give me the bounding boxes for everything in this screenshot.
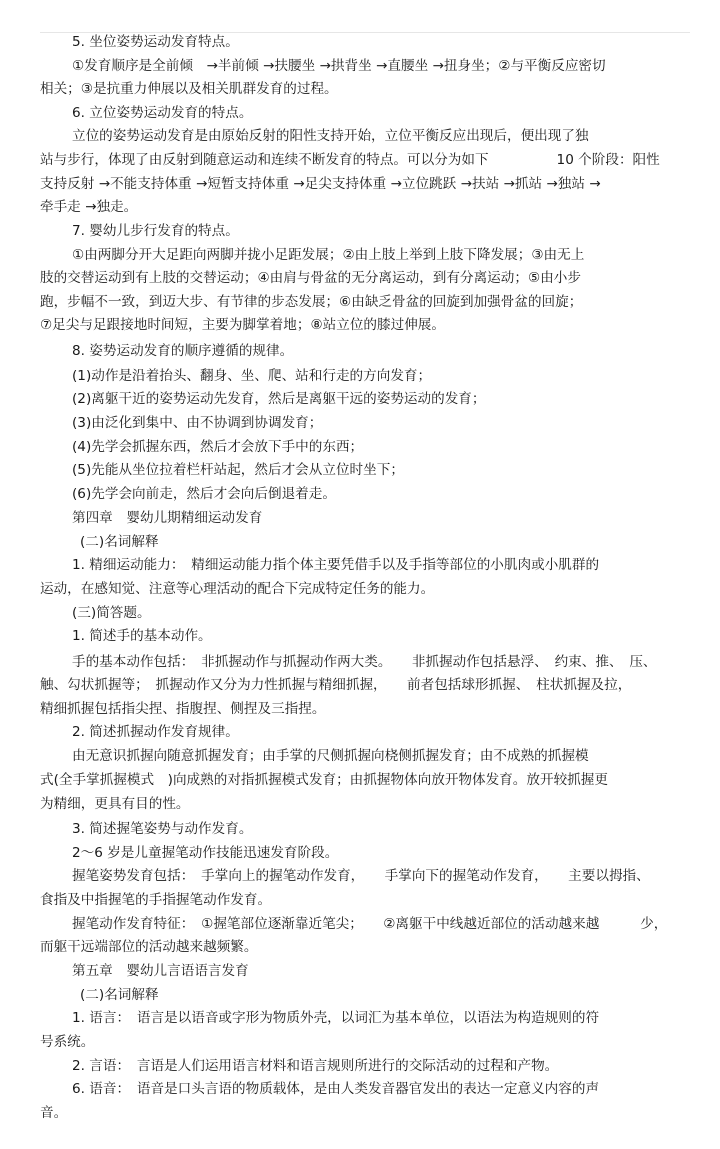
subsection-heading: (二)名词解释 [80,534,159,550]
text-line: 为精细，更具有目的性。 [40,796,190,812]
text-line: 握笔姿势发育包括： 手掌向上的握笔动作发育， 手掌向下的握笔动作发育， 主要以拇指、 [72,868,650,884]
text-line: 食指及中指握笔的手指握笔动作发育。 [40,892,272,908]
text-line: 相关；③是抗重力伸展以及相关肌群发育的过程。 [40,81,338,97]
text-line: 音。 [40,1105,68,1121]
text-line: ①由两脚分开大足距向两脚并拢小足距发展；②由上肢上举到上肢下降发展；③由无上 [72,247,585,263]
text-line: 站与步行，体现了由反射到随意运动和连续不断发育的特点。可以分为如下 10 个阶段：阳性 [40,152,660,168]
text-line: 6. 语音： 语音是口头言语的物质载体，是由人类发音器官发出的表达一定意义内容的声 [72,1081,600,1097]
text-line: 握笔动作发育特征： ①握笔部位逐渐靠近笔尖； ②离躯干中线越近部位的活动越来越 少， [72,916,668,932]
text-line: 手的基本动作包括： 非抓握动作与抓握动作两大类。 非抓握动作包括悬浮、 约束、推、 压、 [72,654,657,670]
text-line: (1)动作是沿着抬头、翻身、坐、爬、站和行走的方向发育； [72,368,432,384]
text-line: 支持反射 →不能支持体重 →短暂支持体重 →足尖支持体重 →立位跳跃 →扶站 →抓站 →独站 → [40,176,601,192]
text-line: 精细抓握包括指尖捏、指腹捏、侧捏及三指捏。 [40,701,326,717]
text-line: 2. 言语： 言语是人们运用语言材料和语言规则所进行的交际活动的过程和产物。 [72,1058,559,1074]
text-line: 2～6 岁是儿童握笔动作技能迅速发育阶段。 [72,845,339,861]
text-line: 1. 精细运动能力： 精细运动能力指个体主要凭借手以及手指等部位的小肌肉或小肌群的 [72,557,600,573]
text-line: 号系统。 [40,1034,95,1050]
text-line: ①发育顺序是全前倾 →半前倾 →扶腰坐 →拱背坐 →直腰坐 →扭身坐；②与平衡反应密切 [72,58,606,74]
section-heading: 第五章 婴幼儿言语语言发育 [72,963,249,979]
text-line: (5)先能从坐位拉着栏杆站起，然后才会从立位时坐下； [72,462,404,478]
section-heading: 第四章 婴幼儿期精细运动发育 [72,510,263,526]
subsection-heading: (三)简答题。 [72,605,151,621]
text-line: ⑦足尖与足跟接地时间短，主要为脚掌着地；⑧站立位的膝过伸展。 [40,317,445,333]
text-line: 1. 语言： 语言是以语音或字形为物质外壳，以词汇为基本单位，以语法为构造规则的符 [72,1010,600,1026]
text-line: 而躯干远端部位的活动越来越频繁。 [40,939,258,955]
text-line: (6)先学会向前走，然后才会向后倒退着走。 [72,486,336,502]
text-line: (4)先学会抓握东西，然后才会放下手中的东西； [72,439,364,455]
text-line: 由无意识抓握向随意抓握发育；由手掌的尺侧抓握向桡侧抓握发育；由不成熟的抓握模 [72,748,589,764]
text-line: 7. 婴幼儿步行发育的特点。 [72,223,239,239]
text-line: 肢的交替运动到有上肢的交替运动；④由肩与骨盆的无分离运动，到有分离运动；⑤由小步 [40,270,581,286]
text-line: (3)由泛化到集中、由不协调到协调发育； [72,415,323,431]
text-line: 3. 简述握笔姿势与动作发育。 [72,821,253,837]
subsection-heading: (二)名词解释 [80,987,159,1003]
text-line: 运动，在感知觉、注意等心理活动的配合下完成特定任务的能力。 [40,581,435,597]
text-line: 式(全手掌抓握模式 )向成熟的对指抓握模式发育；由抓握物体向放开物体发育。放开较抓握更 [40,772,608,788]
text-line: (2)离躯干近的姿势运动先发育，然后是离躯干远的姿势运动的发育； [72,391,486,407]
text-line: 8. 姿势运动发育的顺序遵循的规律。 [72,343,294,359]
text-line: 跑，步幅不一致，到迈大步、有节律的步态发展；⑥由缺乏骨盆的回旋到加强骨盆的回旋； [40,294,583,310]
text-line: 牵手走 →独走。 [40,199,138,215]
text-line: 2. 简述抓握动作发育规律。 [72,724,239,740]
text-line: 6. 立位姿势运动发育的特点。 [72,105,253,121]
text-line: 立位的姿势运动发育是由原始反射的阳性支持开始，立位平衡反应出现后，便出现了独 [72,128,589,144]
text-line: 1. 简述手的基本动作。 [72,628,212,644]
text-line: 5. 坐位姿势运动发育特点。 [72,34,239,50]
text-line: 触、勾状抓握等； 抓握动作又分为力性抓握与精细抓握， 前者包括球形抓握、 柱状抓握及拉， [40,677,632,693]
